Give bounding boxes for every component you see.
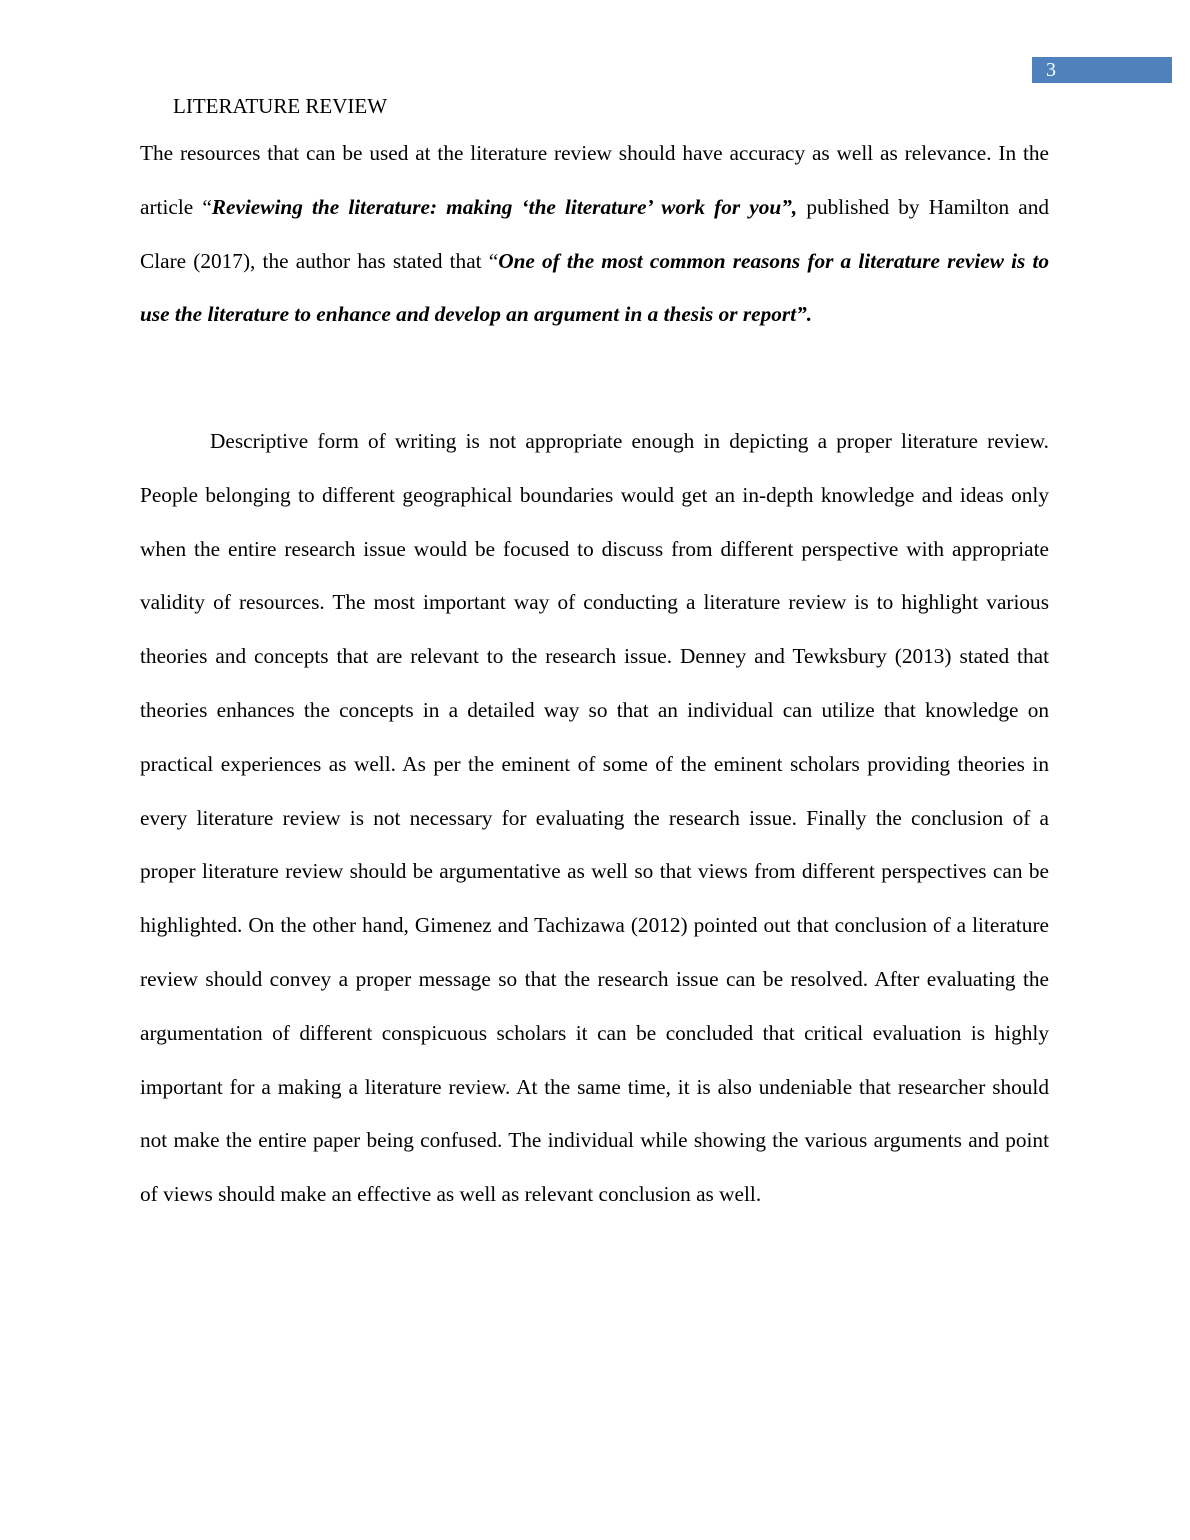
paragraph-intro-run1: The resources that can be used at the literature review should have accuracy as well as relevance. In the article “ xyxy=(140,141,1049,219)
quoted-statement: One of the most common reasons for a literature review is to use the literature to enhance and develop an argument in a thesis or report”. xyxy=(140,248,1050,327)
paragraph-discussion: Descriptive form of writing is not appropriate enough in depicting a proper literature review. People belonging to different geographical boundaries would get an in-depth knowledge and ideas only when the entire research issue would be focused to discuss from different perspective with appropriate validity of resources. The most important way of conducting a literature review is to highlight various theories and concepts that are relevant to the research issue. Denney and Tewksbury (2013) stated that theories enhances the concepts in a detailed way so that an individual can utilize that knowledge on practical experiences as well. As per the eminent of some of the eminent scholars providing theories in every literature review is not necessary for evaluating the research issue. Finally the conclusion of a proper literature review should be argumentative as well so that views from different perspectives can be highlighted. On the other hand, Gimenez and Tachizawa (2012) pointed out that conclusion of a literature review should convey a proper message so that the research issue can be resolved. After evaluating the argumentation of different conspicuous scholars it can be concluded that critical evaluation is highly important for a making a literature review. At the same time, it is also undeniable that researcher should not make the entire paper being confused. The individual while showing the various arguments and point of views should make an effective as well as relevant conclusion as well. xyxy=(140,429,1049,1207)
page-number xyxy=(1032,57,1172,83)
page-number-text: 3 xyxy=(1046,59,1056,81)
section-heading: LITERATURE REVIEW xyxy=(173,94,388,118)
paragraph-intro-run2: published by Hamilton and Clare (2017), the author has stated that “ xyxy=(140,194,1050,273)
article-title: Reviewing the literature: making ‘the literature’ work for you”, xyxy=(211,194,798,219)
paragraph-intro xyxy=(140,127,1049,342)
